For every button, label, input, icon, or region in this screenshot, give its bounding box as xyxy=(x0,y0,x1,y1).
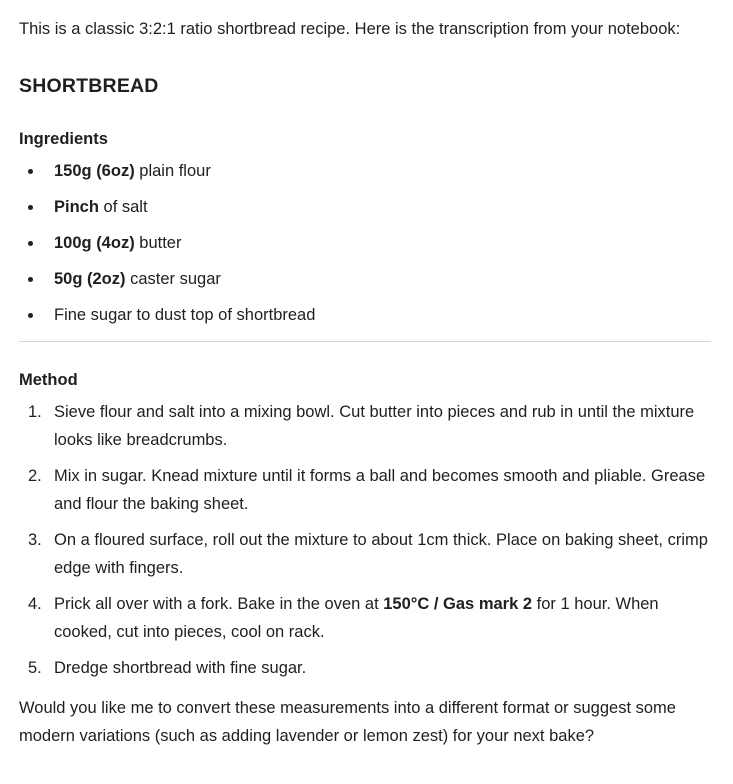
step-number: 4. xyxy=(28,595,42,613)
ingredient-item xyxy=(19,265,711,293)
step-number: 2. xyxy=(28,467,42,485)
step-number: 1. xyxy=(28,403,42,421)
bullet-icon xyxy=(28,277,33,282)
step-text: Mix in sugar. Knead mixture until it forms a ball and becomes smooth and pliable. Grease and flour the baking sheet. xyxy=(54,467,706,513)
method-step xyxy=(19,462,711,518)
method-step xyxy=(19,590,711,646)
method-step xyxy=(19,526,711,582)
method-step xyxy=(19,654,711,682)
bullet-icon xyxy=(28,241,33,246)
ingredient-name: plain flour xyxy=(134,162,211,180)
step-number: 3. xyxy=(28,531,42,549)
ingredient-quantity: Pinch xyxy=(54,198,99,216)
ingredients-heading: Ingredients xyxy=(19,130,108,148)
ingredient-quantity: 50g (2oz) xyxy=(54,270,126,288)
ingredient-item xyxy=(19,301,711,329)
follow-up-question: Would you like me to convert these measurements into a different format or suggest some modern variations (such as adding lavender or lemon zest) for your next bake? xyxy=(19,699,676,745)
bullet-icon xyxy=(28,313,33,318)
recipe-title: SHORTBREAD xyxy=(19,75,159,97)
step-number: 5. xyxy=(28,659,42,677)
ingredient-quantity: 150g (6oz) xyxy=(54,162,135,180)
ingredients-list xyxy=(19,157,711,329)
step-text: Sieve flour and salt into a mixing bowl. Cut butter into pieces and rub in until the mixture looks like breadcrumbs. xyxy=(54,403,695,449)
step-text-end: for 1 hour. When cooked, cut into pieces, cool on rack. xyxy=(54,595,659,641)
ingredient-item xyxy=(19,157,711,185)
step-text: On a floured surface, roll out the mixture to about 1cm thick. Place on baking sheet, crimp edge with fingers. xyxy=(54,531,708,577)
step-text: Dredge shortbread with fine sugar. xyxy=(54,659,307,677)
method-heading: Method xyxy=(19,371,78,389)
ingredient-quantity: 100g (4oz) xyxy=(54,234,135,252)
step-text: Prick all over with a fork. Bake in the oven at xyxy=(54,595,384,613)
ingredient-name: butter xyxy=(134,234,182,252)
intro-text: This is a classic 3:2:1 ratio shortbread recipe. Here is the transcription from your notebook: xyxy=(19,20,681,38)
method-step xyxy=(19,398,711,454)
ingredient-name: Fine sugar to dust top of shortbread xyxy=(54,306,316,324)
oven-temperature: 150°C / Gas mark 2 xyxy=(383,595,533,613)
ingredient-name: caster sugar xyxy=(125,270,221,288)
bullet-icon xyxy=(28,169,33,174)
bullet-icon xyxy=(28,205,33,210)
method-list xyxy=(19,398,711,682)
ingredient-name: of salt xyxy=(98,198,148,216)
ingredient-item xyxy=(19,193,711,221)
ingredient-item xyxy=(19,229,711,257)
